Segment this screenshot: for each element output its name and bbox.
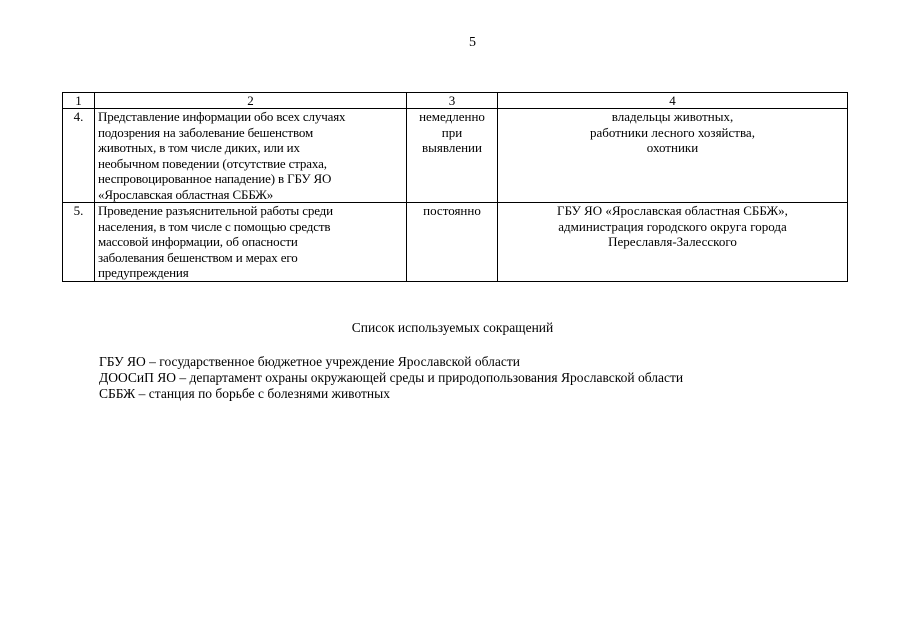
term-line: постоянно (423, 203, 481, 218)
row-responsible (498, 203, 848, 282)
responsible-line: ГБУ ЯО «Ярославская областная СББЖ», (557, 203, 788, 218)
row-number: 5. (63, 203, 95, 282)
row-description (95, 109, 407, 203)
term-line: выявлении (422, 140, 482, 155)
description-line: заболевания бешенством и мерах его (98, 249, 298, 265)
header-col-4: 4 (498, 93, 848, 109)
row-term (407, 109, 498, 203)
description-line: предупреждения (98, 265, 189, 280)
responsible-line: Переславля-Залесского (608, 234, 737, 249)
abbreviations-list (99, 354, 683, 402)
responsible-line: администрация городского округа города (558, 218, 787, 234)
header-col-1: 1 (63, 93, 95, 109)
description-line: Проведение разъяснительной работы среди (98, 203, 333, 218)
description-line: населения, в том числе с помощью средств (98, 218, 331, 234)
responsible-line: охотники (646, 140, 699, 155)
abbreviation-item: СББЖ – станция по борьбе с болезнями животных (99, 386, 390, 401)
description-line: животных, в том числе диких, или их (98, 140, 300, 155)
abbreviation-item: ГБУ ЯО – государственное бюджетное учреждение Ярославской области (99, 354, 520, 369)
header-col-3: 3 (407, 93, 498, 109)
term-line: при (441, 124, 463, 140)
table-row (63, 203, 848, 282)
abbreviations-title: Список используемых сокращений (351, 320, 554, 335)
row-description (95, 203, 407, 282)
table-header-row (63, 93, 848, 109)
row-responsible (498, 109, 848, 203)
row-term (407, 203, 498, 282)
description-line: массовой информации, об опасности (98, 234, 298, 249)
description-line: неспровоцированное нападение) в ГБУ ЯО (98, 171, 332, 186)
term-line: немедленно (419, 109, 485, 124)
description-line: необычном поведении (отсутствие страха, (98, 155, 327, 171)
page-number: 5 (469, 35, 476, 50)
table-row (63, 109, 848, 203)
responsible-line: работники лесного хозяйства, (590, 124, 755, 140)
description-line: «Ярославская областная СББЖ» (98, 186, 274, 202)
description-line: Представление информации обо всех случаях (98, 109, 346, 124)
abbreviation-item: ДООСиП ЯО – департамент охраны окружающей среды и природопользования Ярославской области (99, 370, 684, 385)
description-line: подозрения на заболевание бешенством (98, 124, 314, 140)
row-number: 4. (63, 109, 95, 203)
measures-table (62, 92, 848, 282)
header-col-2: 2 (95, 93, 407, 109)
responsible-line: владельцы животных, (611, 109, 734, 124)
